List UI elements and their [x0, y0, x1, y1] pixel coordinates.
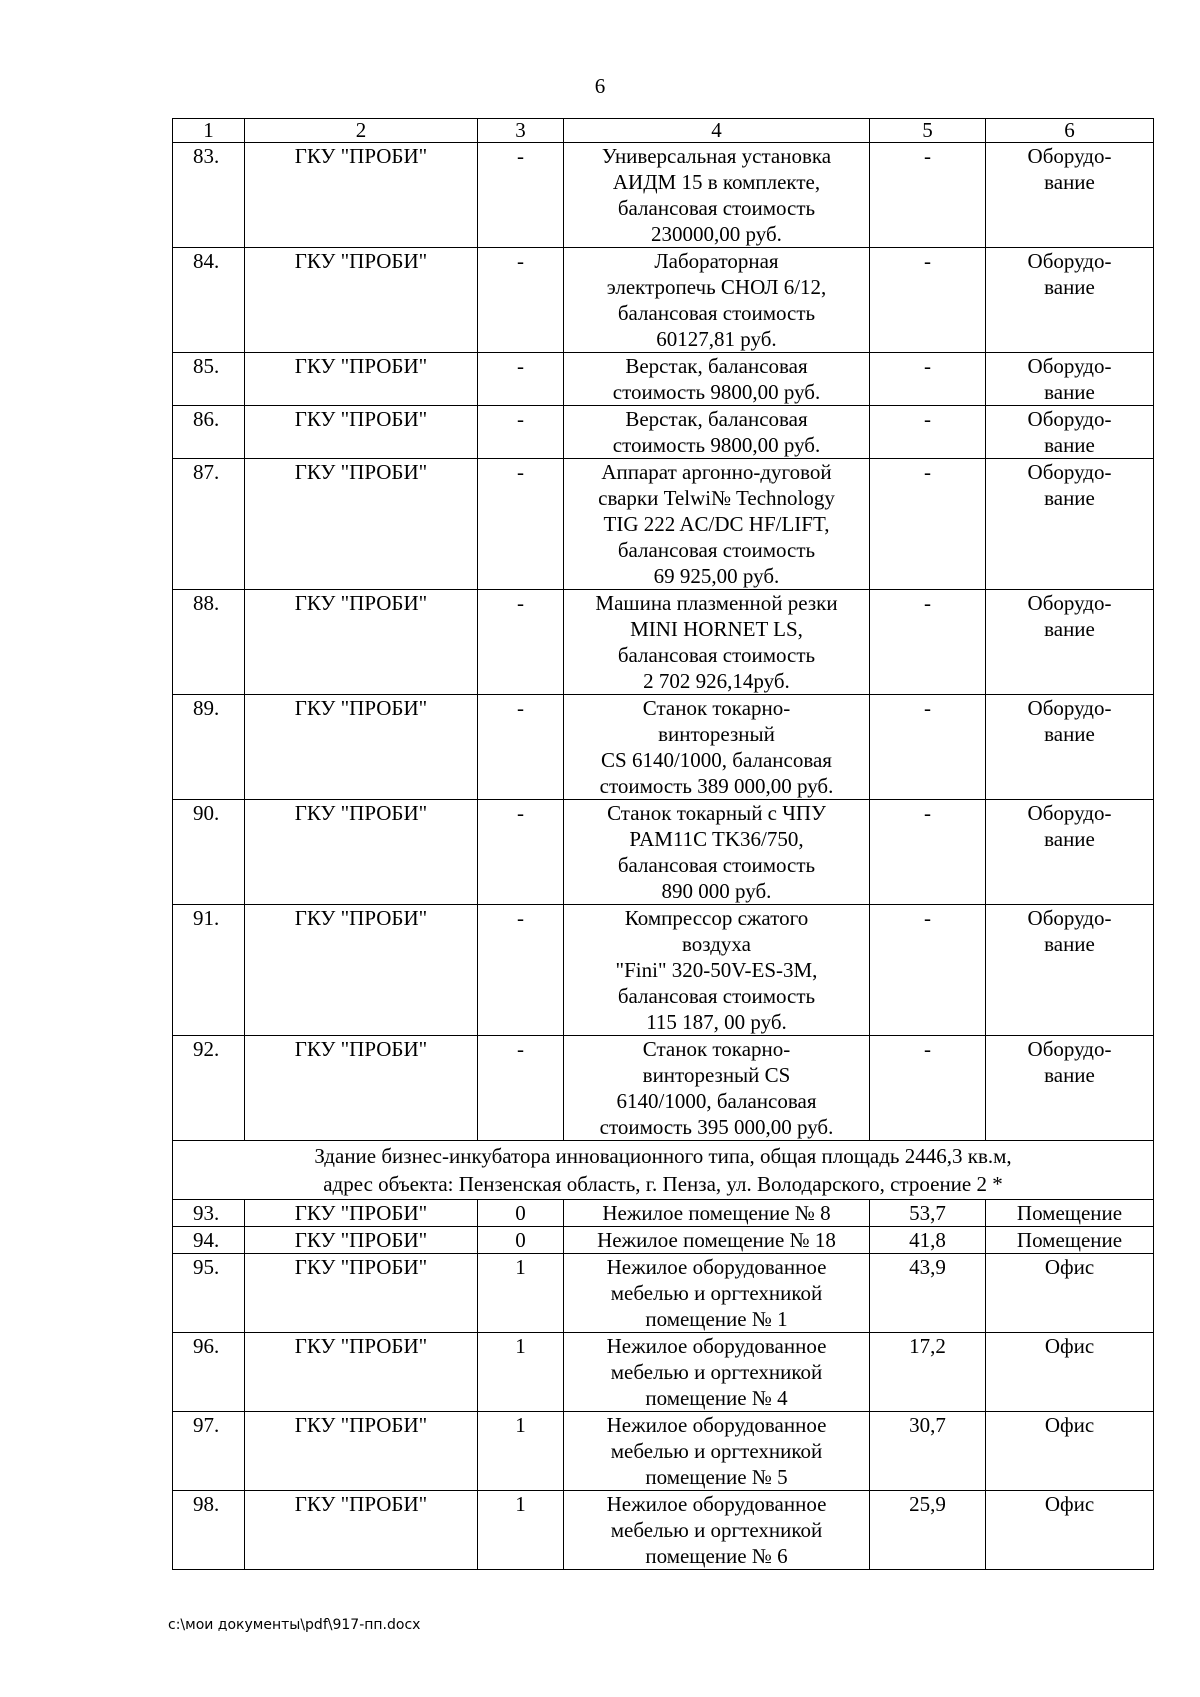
floor-cell — [478, 248, 564, 353]
property-name-cell — [564, 459, 870, 590]
row-number-cell-text: 97. — [193, 1413, 220, 1437]
footer-file-path: c:\мои документы\pdf\917-пп.docx — [168, 1617, 421, 1633]
row-number-cell-text: 93. — [193, 1201, 220, 1225]
area-cell-text: - — [924, 460, 931, 484]
property-name-cell — [564, 143, 870, 248]
property-name-cell — [564, 1412, 870, 1491]
table-row — [173, 248, 1154, 353]
holder-cell-text: ГКУ "ПРОБИ" — [294, 1255, 428, 1279]
property-type-cell-text: Оборудо- вание — [1027, 906, 1112, 956]
property-name-cell — [564, 353, 870, 406]
area-cell — [870, 1254, 986, 1333]
area-cell-text: 17,2 — [909, 1334, 946, 1358]
holder-cell-text: ГКУ "ПРОБИ" — [294, 249, 428, 273]
holder-cell-text: ГКУ "ПРОБИ" — [294, 1228, 428, 1252]
property-name-cell — [564, 1491, 870, 1570]
area-cell — [870, 1491, 986, 1570]
property-type-cell — [986, 459, 1154, 590]
property-name-cell-text: Станок токарно- винторезный CS 6140/1000, балансовая стоимость 389 000,00 руб. — [599, 696, 834, 798]
property-name-cell — [564, 248, 870, 353]
property-type-cell — [986, 1491, 1154, 1570]
property-name-cell-text: Верстак, балансовая стоимость 9800,00 руб. — [612, 407, 821, 457]
property-type-cell-text: Оборудо- вание — [1027, 696, 1112, 746]
holder-cell — [245, 590, 478, 695]
property-name-cell — [564, 1200, 870, 1227]
holder-cell — [245, 1412, 478, 1491]
property-name-cell — [564, 905, 870, 1036]
row-number-cell-text: 95. — [193, 1255, 220, 1279]
row-number-cell-text: 89. — [193, 696, 220, 720]
property-name-cell-text: Станок токарный с ЧПУ PAM11C TK36/750, балансовая стоимость 890 000 руб. — [607, 801, 826, 903]
table-row — [173, 406, 1154, 459]
holder-cell-text: ГКУ "ПРОБИ" — [294, 1037, 428, 1061]
area-cell — [870, 1333, 986, 1412]
table-row — [173, 1412, 1154, 1491]
property-type-cell — [986, 1227, 1154, 1254]
holder-cell-text: ГКУ "ПРОБИ" — [294, 1334, 428, 1358]
area-cell-text: 43,9 — [909, 1255, 946, 1279]
row-number-cell — [173, 1491, 245, 1570]
property-name-cell-text: Нежилое оборудованное мебелью и оргтехникой помещение № 5 — [606, 1413, 827, 1489]
holder-cell-text: ГКУ "ПРОБИ" — [294, 144, 428, 168]
floor-cell-text: - — [517, 906, 524, 930]
row-number-cell-text: 94. — [193, 1228, 220, 1252]
property-type-cell-text: Оборудо- вание — [1027, 249, 1112, 299]
row-number-cell-text: 85. — [193, 354, 220, 378]
property-type-cell-text: Офис — [1044, 1413, 1095, 1437]
floor-cell — [478, 590, 564, 695]
property-name-cell — [564, 800, 870, 905]
table-row — [173, 695, 1154, 800]
property-type-cell — [986, 143, 1154, 248]
property-name-cell — [564, 695, 870, 800]
property-name-cell — [564, 1227, 870, 1254]
holder-cell — [245, 1227, 478, 1254]
floor-cell — [478, 695, 564, 800]
table-row — [173, 1036, 1154, 1141]
row-number-cell — [173, 353, 245, 406]
property-name-cell-text: Нежилое оборудованное мебелью и оргтехникой помещение № 4 — [606, 1334, 827, 1410]
holder-cell — [245, 905, 478, 1036]
property-type-cell — [986, 353, 1154, 406]
property-type-cell-text: Оборудо- вание — [1027, 801, 1112, 851]
floor-cell-text: 1 — [515, 1255, 526, 1279]
area-cell — [870, 248, 986, 353]
property-name-cell-text: Верстак, балансовая стоимость 9800,00 руб. — [612, 354, 821, 404]
area-cell — [870, 905, 986, 1036]
header-cell: 6 — [986, 119, 1154, 143]
property-type-cell — [986, 1254, 1154, 1333]
table-row — [173, 353, 1154, 406]
floor-cell-text: 1 — [515, 1413, 526, 1437]
floor-cell-text: 1 — [515, 1492, 526, 1516]
table-row — [173, 1491, 1154, 1570]
floor-cell — [478, 1036, 564, 1141]
property-type-cell-text: Офис — [1044, 1334, 1095, 1358]
row-number-cell — [173, 1412, 245, 1491]
area-cell-text: - — [924, 591, 931, 615]
row-number-cell-text: 86. — [193, 407, 220, 431]
row-number-cell-text: 90. — [193, 801, 220, 825]
property-type-cell-text: Офис — [1044, 1255, 1095, 1279]
row-number-cell — [173, 905, 245, 1036]
table-row — [173, 905, 1154, 1036]
area-cell-text: - — [924, 801, 931, 825]
floor-cell — [478, 800, 564, 905]
property-type-cell-text: Оборудо- вание — [1027, 460, 1112, 510]
table-row — [173, 1200, 1154, 1227]
area-cell-text: - — [924, 696, 931, 720]
holder-cell — [245, 1333, 478, 1412]
header-cell: 5 — [870, 119, 986, 143]
floor-cell-text: - — [517, 1037, 524, 1061]
area-cell — [870, 143, 986, 248]
floor-cell-text: 0 — [515, 1201, 526, 1225]
property-type-cell-text: Помещение — [1016, 1228, 1123, 1252]
floor-cell — [478, 143, 564, 248]
table-row — [173, 1227, 1154, 1254]
property-type-cell — [986, 800, 1154, 905]
row-number-cell — [173, 1036, 245, 1141]
holder-cell — [245, 1254, 478, 1333]
area-cell-text: - — [924, 144, 931, 168]
floor-cell-text: - — [517, 591, 524, 615]
table-row — [173, 800, 1154, 905]
holder-cell-text: ГКУ "ПРОБИ" — [294, 1492, 428, 1516]
area-cell — [870, 1200, 986, 1227]
floor-cell — [478, 459, 564, 590]
holder-cell-text: ГКУ "ПРОБИ" — [294, 591, 428, 615]
row-number-cell — [173, 143, 245, 248]
area-cell-text: - — [924, 407, 931, 431]
property-type-cell — [986, 695, 1154, 800]
row-number-cell-text: 91. — [193, 906, 220, 930]
holder-cell-text: ГКУ "ПРОБИ" — [294, 354, 428, 378]
row-number-cell — [173, 695, 245, 800]
area-cell — [870, 695, 986, 800]
property-type-cell-text: Оборудо- вание — [1027, 354, 1112, 404]
table-row — [173, 143, 1154, 248]
property-name-cell — [564, 1036, 870, 1141]
property-name-cell-text: Аппарат аргонно-дуговой сварки Telwi№ Technology TIG 222 AC/DC HF/LIFT, балансовая стоимость 69 925,00 руб. — [598, 460, 835, 588]
row-number-cell-text: 88. — [193, 591, 220, 615]
holder-cell — [245, 459, 478, 590]
header-row — [173, 119, 1154, 143]
floor-cell — [478, 1227, 564, 1254]
row-number-cell — [173, 459, 245, 590]
row-number-cell — [173, 1254, 245, 1333]
property-table — [172, 118, 1154, 1570]
table-row — [173, 1333, 1154, 1412]
area-cell — [870, 590, 986, 695]
property-name-cell-text: Нежилое оборудованное мебелью и оргтехникой помещение № 6 — [606, 1492, 827, 1568]
row-number-cell — [173, 590, 245, 695]
property-name-cell-text: Машина плазменной резки MINI HORNET LS, балансовая стоимость 2 702 926,14руб. — [595, 591, 838, 693]
area-cell-text: - — [924, 906, 931, 930]
property-type-cell — [986, 1333, 1154, 1412]
floor-cell — [478, 1491, 564, 1570]
property-type-cell — [986, 590, 1154, 695]
property-name-cell — [564, 1254, 870, 1333]
property-type-cell-text: Оборудо- вание — [1027, 407, 1112, 457]
area-cell-text: 53,7 — [909, 1201, 946, 1225]
property-name-cell-text: Станок токарно- винторезный CS 6140/1000, балансовая стоимость 395 000,00 руб. — [599, 1037, 834, 1139]
property-name-cell-text: Лабораторная электропечь СНОЛ 6/12, балансовая стоимость 60127,81 руб. — [606, 249, 827, 351]
area-cell-text: - — [924, 249, 931, 273]
row-number-cell-text: 87. — [193, 460, 220, 484]
floor-cell — [478, 1333, 564, 1412]
area-cell-text: 41,8 — [909, 1228, 946, 1252]
property-type-cell — [986, 406, 1154, 459]
table-row — [173, 1254, 1154, 1333]
property-type-cell-text: Помещение — [1016, 1201, 1123, 1225]
holder-cell — [245, 353, 478, 406]
section-row — [173, 1141, 1154, 1200]
property-name-cell-text: Нежилое оборудованное мебелью и оргтехникой помещение № 1 — [606, 1255, 827, 1331]
section-title: Здание бизнес-инкубатора инновационного типа, общая площадь 2446,3 кв.м, адрес объекта: Пензенская область, г. Пенза, ул. Володарского, строение 2 * — [314, 1144, 1012, 1196]
holder-cell — [245, 248, 478, 353]
property-type-cell — [986, 1200, 1154, 1227]
row-number-cell-text: 98. — [193, 1492, 220, 1516]
holder-cell — [245, 1200, 478, 1227]
holder-cell — [245, 143, 478, 248]
header-cell: 3 — [478, 119, 564, 143]
row-number-cell — [173, 406, 245, 459]
area-cell — [870, 406, 986, 459]
floor-cell-text: - — [517, 407, 524, 431]
holder-cell — [245, 406, 478, 459]
holder-cell-text: ГКУ "ПРОБИ" — [294, 1201, 428, 1225]
holder-cell — [245, 1036, 478, 1141]
floor-cell-text: - — [517, 801, 524, 825]
holder-cell-text: ГКУ "ПРОБИ" — [294, 696, 428, 720]
holder-cell-text: ГКУ "ПРОБИ" — [294, 906, 428, 930]
header-cell: 4 — [564, 119, 870, 143]
property-name-cell — [564, 406, 870, 459]
header-cell: 2 — [245, 119, 478, 143]
property-type-cell-text: Оборудо- вание — [1027, 144, 1112, 194]
area-cell-text: - — [924, 354, 931, 378]
row-number-cell — [173, 1200, 245, 1227]
area-cell — [870, 1036, 986, 1141]
row-number-cell — [173, 248, 245, 353]
property-name-cell-text: Нежилое помещение № 18 — [597, 1228, 836, 1252]
property-type-cell — [986, 1036, 1154, 1141]
property-type-cell-text: Оборудо- вание — [1027, 591, 1112, 641]
property-type-cell-text: Оборудо- вание — [1027, 1037, 1112, 1087]
property-type-cell — [986, 905, 1154, 1036]
property-name-cell-text: Универсальная установка АИДМ 15 в комплекте, балансовая стоимость 230000,00 руб. — [601, 144, 832, 246]
property-name-cell-text: Компрессор сжатого воздуха "Fini" 320-50V-ES-3M, балансовая стоимость 115 187, 00 руб. — [615, 906, 818, 1034]
holder-cell — [245, 1491, 478, 1570]
row-number-cell-text: 84. — [193, 249, 220, 273]
holder-cell — [245, 695, 478, 800]
property-name-cell — [564, 1333, 870, 1412]
area-cell-text: 25,9 — [909, 1492, 946, 1516]
floor-cell-text: - — [517, 460, 524, 484]
area-cell — [870, 459, 986, 590]
holder-cell-text: ГКУ "ПРОБИ" — [294, 1413, 428, 1437]
holder-cell-text: ГКУ "ПРОБИ" — [294, 801, 428, 825]
floor-cell-text: 0 — [515, 1228, 526, 1252]
holder-cell-text: ГКУ "ПРОБИ" — [294, 407, 428, 431]
floor-cell — [478, 353, 564, 406]
floor-cell-text: 1 — [515, 1334, 526, 1358]
floor-cell-text: - — [517, 144, 524, 168]
row-number-cell-text: 92. — [193, 1037, 220, 1061]
table-row — [173, 590, 1154, 695]
property-type-cell-text: Офис — [1044, 1492, 1095, 1516]
row-number-cell-text: 96. — [193, 1334, 220, 1358]
holder-cell-text: ГКУ "ПРОБИ" — [294, 460, 428, 484]
floor-cell — [478, 1200, 564, 1227]
floor-cell-text: - — [517, 354, 524, 378]
area-cell — [870, 800, 986, 905]
area-cell — [870, 1412, 986, 1491]
floor-cell-text: - — [517, 696, 524, 720]
area-cell-text: - — [924, 1037, 931, 1061]
area-cell — [870, 353, 986, 406]
floor-cell — [478, 1412, 564, 1491]
property-type-cell — [986, 1412, 1154, 1491]
row-number-cell-text: 83. — [193, 144, 220, 168]
floor-cell — [478, 406, 564, 459]
area-cell — [870, 1227, 986, 1254]
page-number: 6 — [594, 74, 606, 98]
area-cell-text: 30,7 — [909, 1413, 946, 1437]
floor-cell — [478, 905, 564, 1036]
property-name-cell-text: Нежилое помещение № 8 — [602, 1201, 831, 1225]
row-number-cell — [173, 800, 245, 905]
table-row — [173, 459, 1154, 590]
header-cell: 1 — [173, 119, 245, 143]
holder-cell — [245, 800, 478, 905]
property-name-cell — [564, 590, 870, 695]
row-number-cell — [173, 1333, 245, 1412]
property-type-cell — [986, 248, 1154, 353]
row-number-cell — [173, 1227, 245, 1254]
floor-cell — [478, 1254, 564, 1333]
floor-cell-text: - — [517, 249, 524, 273]
section-title-cell — [173, 1141, 1154, 1200]
